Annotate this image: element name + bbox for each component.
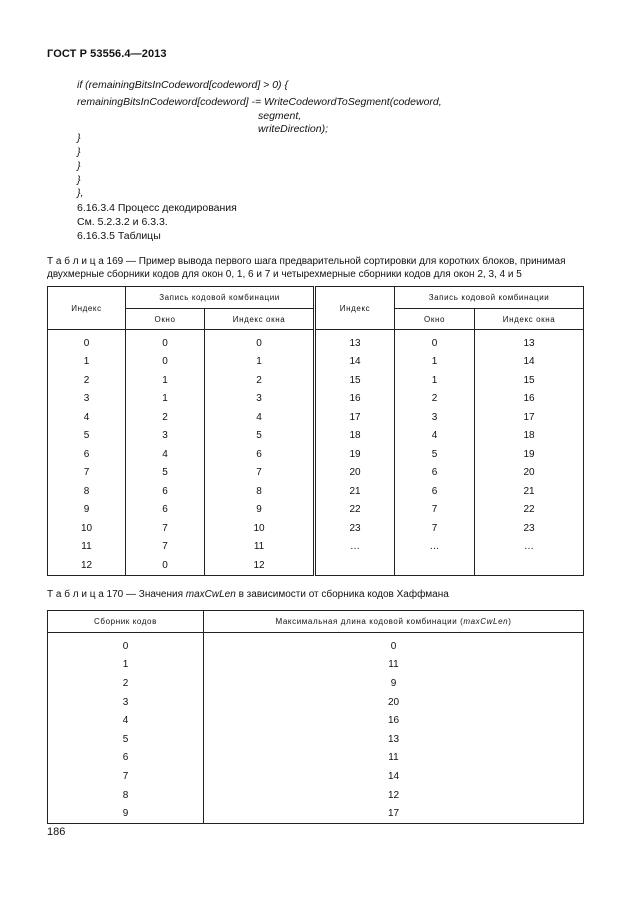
table-cell: 5 xyxy=(48,427,126,446)
code-line: } xyxy=(77,132,81,144)
section-heading: 6.16.3.5 Таблицы xyxy=(77,230,161,242)
table-cell: 0 xyxy=(204,633,584,656)
table-cell: 4 xyxy=(48,408,126,427)
table-caption-text: 169 — Пример вывода первого шага предварительной сортировки для коротких блоков, принимая xyxy=(103,256,566,267)
table-cell: 4 xyxy=(395,427,475,446)
table-cell xyxy=(475,556,584,575)
table-cell: 23 xyxy=(475,519,584,538)
table-cell: 6 xyxy=(126,501,205,520)
table-cell: 20 xyxy=(315,464,395,483)
table-cell: 15 xyxy=(315,371,395,390)
table-cell: 14 xyxy=(204,767,584,786)
page-number: 186 xyxy=(47,826,66,838)
table-cell: 16 xyxy=(204,711,584,730)
table-cell: 2 xyxy=(205,371,315,390)
table-row xyxy=(48,482,584,501)
table-cell: 6 xyxy=(205,445,315,464)
table-cell: 22 xyxy=(475,501,584,520)
table-cell: 0 xyxy=(126,330,205,353)
table-row xyxy=(48,556,584,575)
table-170 xyxy=(47,610,584,824)
table-cell: 16 xyxy=(315,390,395,409)
table-cell: 15 xyxy=(475,371,584,390)
table-169 xyxy=(47,286,584,576)
table-cell: 4 xyxy=(126,445,205,464)
table-cell: 7 xyxy=(395,501,475,520)
table-row xyxy=(48,371,584,390)
table-cell: 22 xyxy=(315,501,395,520)
col-header-window-index: Индекс окна xyxy=(475,309,584,330)
table-row xyxy=(48,804,584,823)
table-cell: 0 xyxy=(205,330,315,353)
table-cell: 7 xyxy=(126,519,205,538)
table-row xyxy=(48,390,584,409)
col-header-codebook: Сборник кодов xyxy=(48,611,204,633)
table-cell: 7 xyxy=(48,767,204,786)
table-cell: 11 xyxy=(205,538,315,557)
table-cell: 5 xyxy=(205,427,315,446)
table-cell: 4 xyxy=(48,711,204,730)
table-cell: 14 xyxy=(475,353,584,372)
table-cell: … xyxy=(395,538,475,557)
table-cell xyxy=(315,556,395,575)
document-header: ГОСТ Р 53556.4—2013 xyxy=(47,48,167,60)
col-header-index: Индекс xyxy=(48,287,126,330)
table-caption-prefix: Т а б л и ц а xyxy=(47,589,104,600)
table-cell: 9 xyxy=(204,674,584,693)
table-cell: 20 xyxy=(204,693,584,712)
col-header-max-length xyxy=(204,611,584,633)
table-cell: 11 xyxy=(48,538,126,557)
table-cell: 0 xyxy=(126,353,205,372)
table-row xyxy=(48,786,584,805)
table-cell: 12 xyxy=(205,556,315,575)
table-cell: 13 xyxy=(315,330,395,353)
table-cell: 1 xyxy=(395,353,475,372)
table-row xyxy=(48,408,584,427)
section-text: См. 5.2.3.2 и 6.3.3. xyxy=(77,216,168,228)
table-cell: 1 xyxy=(126,390,205,409)
table-170-caption xyxy=(47,588,449,602)
table-caption-text: 170 — Значения xyxy=(103,589,186,600)
code-line: }, xyxy=(77,187,84,199)
table-cell: 10 xyxy=(205,519,315,538)
table-row xyxy=(48,656,584,675)
table-row xyxy=(48,330,584,353)
table-cell: 19 xyxy=(315,445,395,464)
table-cell: 19 xyxy=(475,445,584,464)
table-cell: 8 xyxy=(205,482,315,501)
table-cell: … xyxy=(315,538,395,557)
code-line: segment, xyxy=(258,110,302,122)
code-line: } xyxy=(77,160,81,172)
col-header-window: Окно xyxy=(395,309,475,330)
table-cell: 8 xyxy=(48,786,204,805)
table-cell: 11 xyxy=(204,656,584,675)
table-cell: 6 xyxy=(126,482,205,501)
table-cell: 1 xyxy=(48,656,204,675)
table-cell: 9 xyxy=(48,804,204,823)
table-row xyxy=(48,427,584,446)
code-line: } xyxy=(77,174,81,186)
table-cell xyxy=(395,556,475,575)
table-169-caption-line2: двухмерные сборники кодов для окон 0, 1, 6 и 7 и четырехмерные сборники кодов для окон 2, 3, 4 и 5 xyxy=(47,269,522,280)
table-cell: 3 xyxy=(205,390,315,409)
table-cell: 21 xyxy=(475,482,584,501)
table-cell: 1 xyxy=(126,371,205,390)
table-cell: 10 xyxy=(48,519,126,538)
table-row xyxy=(48,749,584,768)
col-header-codeword-record: Запись кодовой комбинации xyxy=(126,287,315,309)
table-cell: 6 xyxy=(395,464,475,483)
table-cell: 5 xyxy=(395,445,475,464)
code-line: remainingBitsInCodeword[codeword] -= WriteCodewordToSegment(codeword, xyxy=(77,96,442,108)
col-header-window: Окно xyxy=(126,309,205,330)
table-row xyxy=(48,633,584,656)
table-row xyxy=(48,767,584,786)
table-cell: 14 xyxy=(315,353,395,372)
table-cell: 18 xyxy=(475,427,584,446)
table-row xyxy=(48,730,584,749)
table-row xyxy=(48,693,584,712)
table-cell: 6 xyxy=(48,445,126,464)
table-cell: 20 xyxy=(475,464,584,483)
table-cell: 3 xyxy=(48,693,204,712)
table-cell: 7 xyxy=(205,464,315,483)
table-cell: 9 xyxy=(205,501,315,520)
header-variable: maxCwLen xyxy=(463,617,509,626)
table-row xyxy=(48,674,584,693)
table-cell: 23 xyxy=(315,519,395,538)
table-row xyxy=(48,538,584,557)
table-169-caption xyxy=(47,255,566,269)
header-text: ) xyxy=(508,617,512,626)
col-header-window-index: Индекс окна xyxy=(205,309,315,330)
table-cell: 11 xyxy=(204,749,584,768)
code-line: if (remainingBitsInCodeword[codeword] > 0) { xyxy=(77,79,288,91)
table-cell: … xyxy=(475,538,584,557)
table-cell: 13 xyxy=(475,330,584,353)
table-row xyxy=(48,519,584,538)
table-row xyxy=(48,711,584,730)
col-header-codeword-record: Запись кодовой комбинации xyxy=(395,287,584,309)
table-cell: 3 xyxy=(126,427,205,446)
table-cell: 6 xyxy=(48,749,204,768)
table-cell: 7 xyxy=(126,538,205,557)
table-cell: 2 xyxy=(48,674,204,693)
table-cell: 9 xyxy=(48,501,126,520)
section-heading: 6.16.3.4 Процесс декодирования xyxy=(77,202,237,214)
table-cell: 12 xyxy=(48,556,126,575)
table-row xyxy=(48,464,584,483)
code-line: } xyxy=(77,146,81,158)
table-cell: 18 xyxy=(315,427,395,446)
table-caption-prefix: Т а б л и ц а xyxy=(47,256,104,267)
table-cell: 1 xyxy=(395,371,475,390)
table-cell: 8 xyxy=(48,482,126,501)
table-cell: 1 xyxy=(205,353,315,372)
table-caption-variable: maxCwLen xyxy=(185,589,236,600)
code-line: writeDirection); xyxy=(258,123,329,135)
table-cell: 7 xyxy=(395,519,475,538)
table-row xyxy=(48,501,584,520)
table-row xyxy=(48,445,584,464)
table-cell: 5 xyxy=(126,464,205,483)
table-cell: 6 xyxy=(395,482,475,501)
table-cell: 7 xyxy=(48,464,126,483)
col-header-index: Индекс xyxy=(315,287,395,330)
table-cell: 0 xyxy=(126,556,205,575)
table-cell: 17 xyxy=(315,408,395,427)
table-cell: 16 xyxy=(475,390,584,409)
table-cell: 3 xyxy=(395,408,475,427)
table-cell: 21 xyxy=(315,482,395,501)
table-cell: 13 xyxy=(204,730,584,749)
table-cell: 0 xyxy=(395,330,475,353)
table-cell: 2 xyxy=(395,390,475,409)
table-cell: 17 xyxy=(204,804,584,823)
table-cell: 2 xyxy=(126,408,205,427)
table-cell: 17 xyxy=(475,408,584,427)
table-cell: 0 xyxy=(48,633,204,656)
table-cell: 0 xyxy=(48,330,126,353)
table-cell: 1 xyxy=(48,353,126,372)
table-cell: 3 xyxy=(48,390,126,409)
header-text: Максимальная длина кодовой комбинации ( xyxy=(275,617,464,626)
table-caption-text: в зависимости от сборника кодов Хаффмана xyxy=(235,589,449,600)
table-cell: 12 xyxy=(204,786,584,805)
table-cell: 4 xyxy=(205,408,315,427)
table-row xyxy=(48,353,584,372)
table-cell: 2 xyxy=(48,371,126,390)
table-cell: 5 xyxy=(48,730,204,749)
